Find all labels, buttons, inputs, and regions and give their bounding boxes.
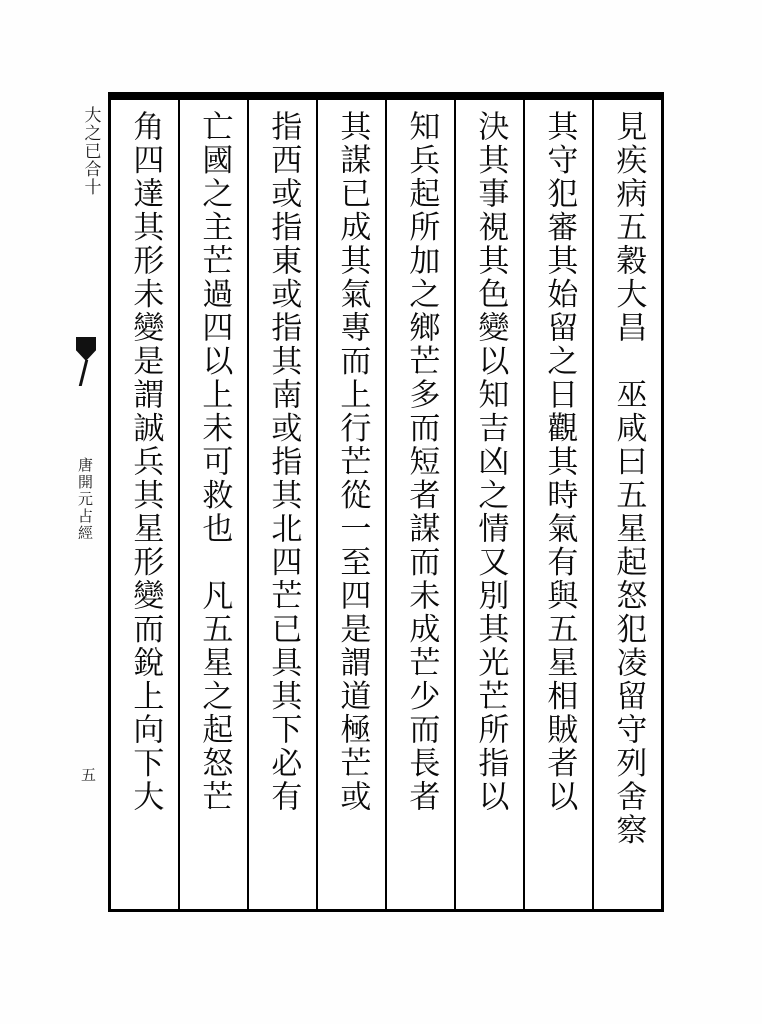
column-text: 其守犯審其始留之日觀其時氣有與五星相賊者以 xyxy=(541,110,578,814)
fish-tail-icon xyxy=(76,337,96,361)
text-block-frame xyxy=(108,92,664,912)
column-text: 決其事視其色變以知吉凶之情又別其光芒所指以 xyxy=(472,110,509,814)
text-column-7 xyxy=(178,100,247,909)
margin-page-number: 五 xyxy=(79,767,97,783)
text-column-1 xyxy=(592,100,661,909)
column-text: 亡國之主芒過四以上未可救也 凡五星之起怒芒 xyxy=(196,110,233,814)
text-column-5 xyxy=(316,100,385,909)
column-text: 知兵起所加之鄉芒多而短者謀而未成芒少而長者 xyxy=(403,110,440,814)
text-column-2 xyxy=(523,100,592,909)
column-text: 角四達其形未變是謂誠兵其星形變而銳上向下大 xyxy=(127,110,164,814)
column-text: 其謀已成其氣專而上行芒從一至四是謂道極芒或 xyxy=(334,110,371,814)
column-text: 見疾病五穀大昌 巫咸曰五星起怒犯凌留守列舍察 xyxy=(610,110,647,847)
text-columns xyxy=(111,100,661,909)
text-column-6 xyxy=(247,100,316,909)
fish-tail-stroke-icon xyxy=(79,360,102,386)
margin-header-title: 大之已合十 xyxy=(80,106,101,196)
column-text: 指西或指東或指其南或指其北四芒已具其下必有 xyxy=(265,110,302,814)
page-margin xyxy=(60,92,108,912)
text-column-8 xyxy=(111,100,178,909)
text-column-3 xyxy=(454,100,523,909)
text-column-4 xyxy=(385,100,454,909)
margin-book-title: 唐開元占經 xyxy=(76,457,94,542)
